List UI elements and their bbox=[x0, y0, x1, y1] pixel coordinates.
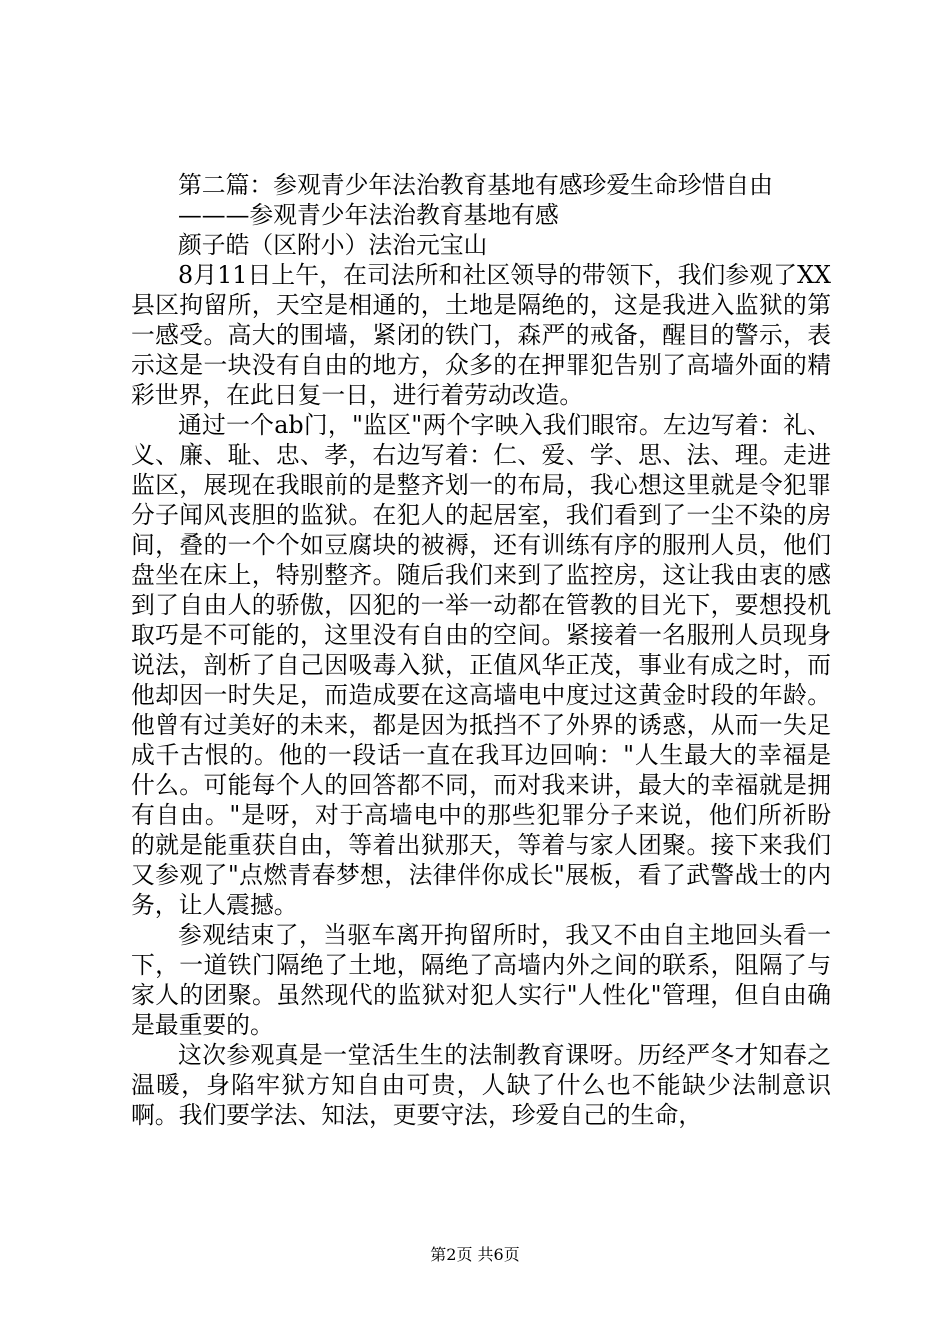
paragraph-1: 8月11日上午，在司法所和社区领导的带领下，我们参观了XX县区拘留所，天空是相通的，土地是隔绝的，这是我进入监狱的第一感受。高大的围墙，紧闭的铁门，森严的戒备，醒目的警示，表示这是一块没有自由的地方，众多的在押罪犯告别了高墙外面的精彩世界，在此日复一日，进行着劳动改造。 bbox=[131, 261, 831, 409]
paragraph-2: 通过一个ab门，"监区"两个字映入我们眼帘。左边写着：礼、义、廉、耻、忠、孝，右边写着：仁、爱、学、思、法、理。走进监区，展现在我眼前的是整齐划一的布局，我心想这里就是令犯罪分子闻风丧胆的监狱。在犯人的起居室，我们看到了一尘不染的房间，叠的一个个如豆腐块的被褥，还有训练有序的服刑人员，他们盘坐在床上，特别整齐。随后我们来到了监控房，这让我由衷的感到了自由人的骄傲，囚犯的一举一动都在管教的目光下，要想投机取巧是不可能的，这里没有自由的空间。紧接着一名服刑人员现身说法，剖析了自己因吸毒入狱，正值风华正茂，事业有成之时，而他却因一时失足，而造成要在这高墙电中度过这黄金时段的年龄。他曾有过美好的未来，都是因为抵挡不了外界的诱惑，从而一失足成千古恨的。他的一段话一直在我耳边回响："人生最大的幸福是什么。可能每个人的回答都不同，而对我来讲，最大的幸福就是拥有自由。"是呀，对于高墙电中的那些犯罪分子来说，他们所祈盼的就是能重获自由，等着出狱那天，等着与家人团聚。接下来我们又参观了"点燃青春梦想，法律伴你成长"展板，看了武警战士的内务，让人震撼。 bbox=[131, 411, 831, 919]
page-footer: 第2页 共6页 bbox=[430, 1245, 520, 1264]
document-body bbox=[131, 170, 831, 1130]
paragraph-4: 这次参观真是一堂活生生的法制教育课呀。历经严冬才知春之温暖，身陷牢狱方知自由可贵，人缺了什么也不能缺少法制意识啊。我们要学法、知法，更要守法，珍爱自己的生命， bbox=[131, 1041, 831, 1129]
document-title: 第二篇：参观青少年法治教育基地有感珍爱生命珍惜自由 bbox=[178, 171, 773, 199]
document-subtitle: ———参观青少年法治教育基地有感 bbox=[178, 201, 559, 229]
document-author: 颜子皓（区附小）法治元宝山 bbox=[178, 231, 488, 259]
paragraph-3: 参观结束了，当驱车离开拘留所时，我又不由自主地回头看一下，一道铁门隔绝了土地，隔绝了高墙内外之间的联系，阻隔了与家人的团聚。虽然现代的监狱对犯人实行"人性化"管理，但自由确是最重要的。 bbox=[131, 921, 831, 1039]
